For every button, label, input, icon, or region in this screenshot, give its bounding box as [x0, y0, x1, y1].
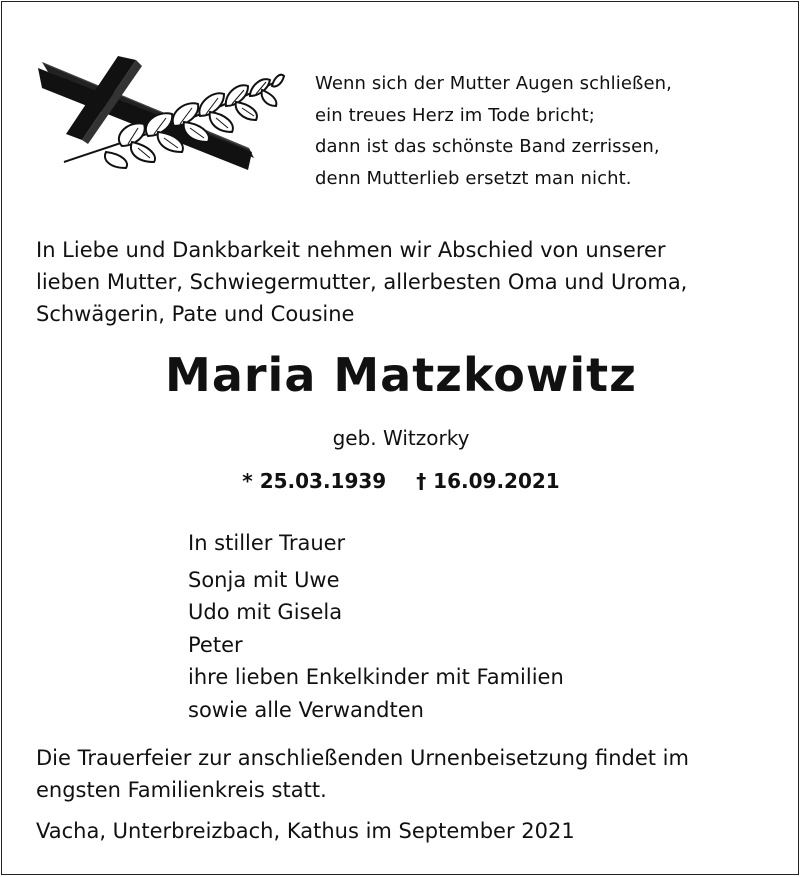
- farewell-line: lieben Mutter, Schwiegermutter, allerbesten Oma und Uroma,: [36, 270, 688, 294]
- deceased-name: Maria Matzkowitz: [165, 348, 637, 402]
- poem-line: dann ist das schönste Band zerrissen,: [315, 136, 660, 157]
- mourners-list: [188, 527, 564, 726]
- poem-line: Wenn sich der Mutter Augen schließen,: [315, 73, 672, 94]
- place-and-date: Vacha, Unterbreizbach, Kathus im September 2021: [36, 819, 575, 843]
- ceremony-line: Die Trauerfeier zur anschließenden Urnenbeisetzung findet im: [36, 746, 689, 770]
- mourner-item: Udo mit Gisela: [188, 600, 343, 624]
- ceremony-line: engsten Familienkreis statt.: [36, 778, 327, 802]
- death-date: † 16.09.2021: [416, 469, 560, 493]
- birth-date: * 25.03.1939: [242, 469, 387, 493]
- mourner-item: Peter: [188, 632, 243, 657]
- cross-with-palm-branch-icon: [36, 54, 288, 174]
- life-dates: [2, 465, 800, 497]
- mourner-item: ihre lieben Enkelkinder mit Familien: [188, 665, 564, 689]
- mourner-item: sowie alle Verwandten: [188, 697, 424, 722]
- ceremony-notice: [36, 742, 776, 806]
- maiden-name: geb. Witzorky: [332, 426, 470, 450]
- mourner-item: Sonja mit Uwe: [188, 567, 340, 592]
- farewell-text: [36, 234, 776, 330]
- poem-line: denn Mutterlieb ersetzt man nicht.: [315, 167, 632, 189]
- obituary-notice: [1, 1, 799, 875]
- farewell-line: In Liebe und Dankbarkeit nehmen wir Abschied von unserer: [36, 238, 666, 262]
- mourners-heading: In stiller Trauer: [188, 531, 346, 555]
- poem-line: ein treues Herz im Tode bricht;: [315, 104, 595, 126]
- farewell-line: Schwägerin, Pate und Cousine: [36, 302, 355, 326]
- poem: [315, 68, 672, 194]
